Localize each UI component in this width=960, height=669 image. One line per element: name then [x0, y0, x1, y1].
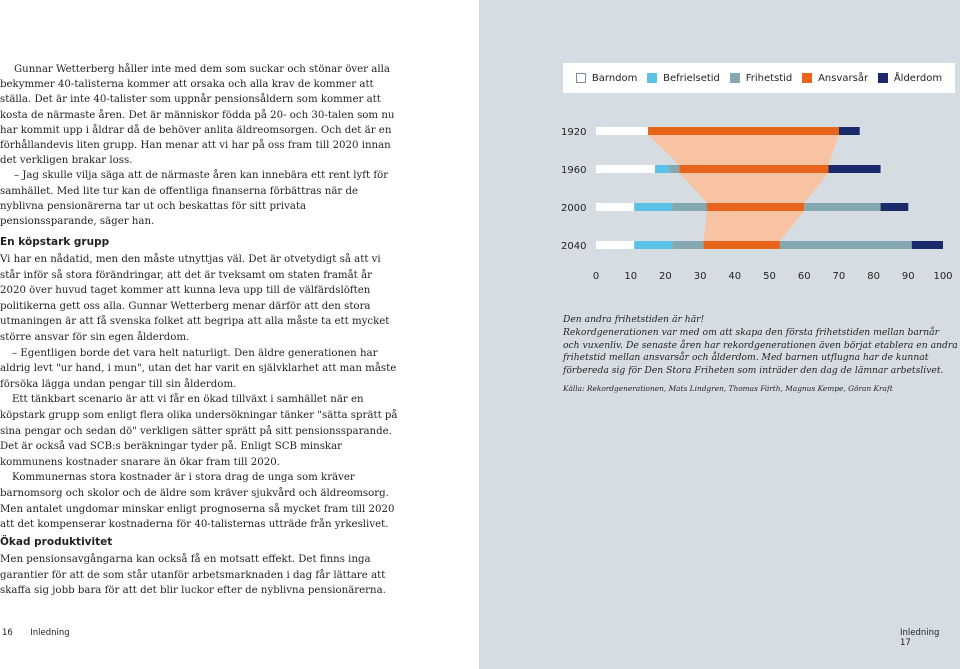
bar-segment: [704, 241, 780, 249]
right-footer: [900, 628, 960, 648]
row-label: 1920: [561, 127, 587, 138]
page-number: 17: [900, 638, 911, 648]
legend-item: [576, 73, 637, 84]
bar-segment: [634, 203, 672, 211]
bar-segment: [648, 127, 839, 135]
body-paragraph: Men pensionsavgångarna kan också få en motsatt effekt. Det finns inga garantier för att de som står utanför arbetsmarknaden i dag får lättare att skaffa sig jobb bara för att det blir luckor efter de nyblivna pensionärerna.: [0, 554, 386, 597]
x-tick-label: 60: [797, 271, 811, 282]
legend-swatch: [878, 73, 888, 83]
footer-section: Inledning: [30, 628, 70, 638]
intro-paragraph: – Jag skulle vilja säga att de närmaste åren kan innebära ett rent lyft för samhället. Med lite tur kan de offentliga finanserna förbättras när de nyblivna pensionärerna tar ut och beskattas för sitt privata pensionssparande, säger han.: [0, 170, 389, 228]
bar-segment: [669, 165, 679, 173]
bar-segment: [672, 241, 703, 249]
legend-label: Frihetstid: [745, 72, 793, 84]
bar-segment: [707, 203, 804, 211]
x-tick-label: 90: [901, 271, 915, 282]
x-tick-label: 30: [693, 271, 707, 282]
caption-text: Rekordgenerationen var med om att skapa den första frihetstiden mellan barnår och vuxenliv. De senaste åren har rekordgenerationen även börjat etablera en andra frihetstid mellan ansvarsår och ålderdom. Med barnen utflugna har de kunnat förbereda sig för Den Stora Friheten som inträder den dag de lämnar arbetslivet.: [563, 326, 958, 377]
legend-label: Barndom: [591, 72, 638, 84]
x-tick-label: 40: [728, 271, 742, 282]
legend-swatch: [576, 73, 586, 83]
chart-caption: [563, 314, 958, 378]
intro-text: [0, 62, 398, 229]
bar-segment: [881, 203, 909, 211]
section-heading: En köpstark grupp: [0, 236, 110, 248]
chart-source: Källa: Rekordgenerationen, Mats Lindgren, Thomas Färth, Magnus Kempe, Göran Kraft: [563, 384, 893, 393]
bar-segment: [596, 241, 634, 249]
x-tick-label: 20: [659, 271, 672, 282]
body-paragraph: Kommunernas stora kostnader är i stora drag de unga som kräver barnomsorg och skolor och de äldre som kräver sjukvård och äldreomsorg. Men antalet ungdomar minskar enligt prognoserna så mycket fram till 2020 att det kompenserar kostnaderna för 40-talisternas utträde från yrkeslivet.: [0, 472, 395, 531]
body-paragraph: Vi har en nådatid, men den måste utnyttjas väl. Det är otvetydigt så att vi står inför så stora förändringar, att det är tveksamt om staten framåt år 2020 över huvud taget kommer att kunna leva upp till de välfärdslöften politikerna gett oss alla. Gunnar Wetterberg menar därför att den stora utmaningen är att få svenska folket att begripa att alla måste ta ett mycket större ansvar för sin egen ålderdom.: [0, 254, 390, 343]
legend-item: [647, 73, 720, 84]
legend-swatch: [647, 73, 657, 83]
legend-item: [730, 73, 793, 84]
legend-swatch: [802, 73, 812, 83]
legend-label: Befrielsetid: [663, 72, 720, 84]
row-label: 2040: [561, 241, 587, 252]
x-tick-label: 50: [763, 271, 776, 282]
legend-item: [802, 73, 868, 84]
legend-item: [878, 73, 942, 84]
x-tick-label: 10: [624, 271, 638, 282]
footer-section: Inledning: [900, 628, 940, 638]
bar-segment: [679, 165, 828, 173]
legend-swatch: [730, 73, 740, 83]
bar-segment: [634, 241, 672, 249]
x-tick-label: 0: [592, 271, 600, 282]
bar-segment: [912, 241, 943, 249]
bar-segment: [596, 203, 634, 211]
legend-label: Ansvarsår: [818, 72, 869, 84]
x-tick-label: 70: [832, 271, 846, 282]
bar-segment: [672, 203, 707, 211]
bar-segment: [596, 127, 648, 135]
bar-segment: [804, 203, 880, 211]
section-body: [0, 252, 398, 533]
left-footer: [2, 628, 70, 638]
bar-segment: [655, 165, 669, 173]
chart-legend: [563, 63, 955, 93]
section-body: [0, 552, 398, 599]
legend-label: Ålderdom: [893, 72, 943, 84]
row-label: 1960: [561, 165, 587, 176]
bar-segment: [596, 165, 655, 173]
life-phases-chart: [479, 100, 960, 290]
bar-segment: [828, 165, 880, 173]
highlight-band: [648, 127, 839, 249]
intro-paragraph: Gunnar Wetterberg håller inte med dem som suckar och stönar över alla bekymmer 40-talisterna kommer att orsaka och alla krav de kommer att ställa. Det är inte 40-talister som uppnår pensionsåldern som kommer att kosta de närmaste åren. Det är människor födda på 20- och 30-talen som nu har kommit upp i åldrar då de behöver anlita äldreomsorgen. Och det är en förhållandevis liten grupp. Han menar att vi har på oss fram till 2020 innan det verkligen brakar loss.: [0, 64, 395, 167]
bar-segment: [839, 127, 860, 135]
caption-title: Den andra frihetstiden är här!: [563, 314, 705, 325]
page-number: 16: [2, 628, 13, 638]
body-paragraph: – Egentligen borde det vara helt naturligt. Den äldre generationen har aldrig levt "ur hand, i mun", utan det har varit en självklarhet att man måste försöka lägga undan pengar till sin ålderdom.: [0, 347, 397, 390]
bar-segment: [780, 241, 912, 249]
x-tick-label: 100: [933, 271, 953, 282]
x-tick-label: 80: [867, 271, 880, 282]
row-label: 2000: [561, 203, 587, 214]
section-heading: Ökad produktivitet: [0, 536, 113, 548]
body-paragraph: Ett tänkbart scenario är att vi får en ökad tillväxt i samhället när en köpstark grupp som enligt flera olika undersökningar tänker "sätta sprätt på sina pengar och sedan dö" verkligen sätter sprätt på sitt pensionssparande. Det är också vad SCB:s beräkningar tyder på. Enligt SCB minskar kommunens kostnader snarare än ökar fram till 2020.: [0, 394, 398, 468]
